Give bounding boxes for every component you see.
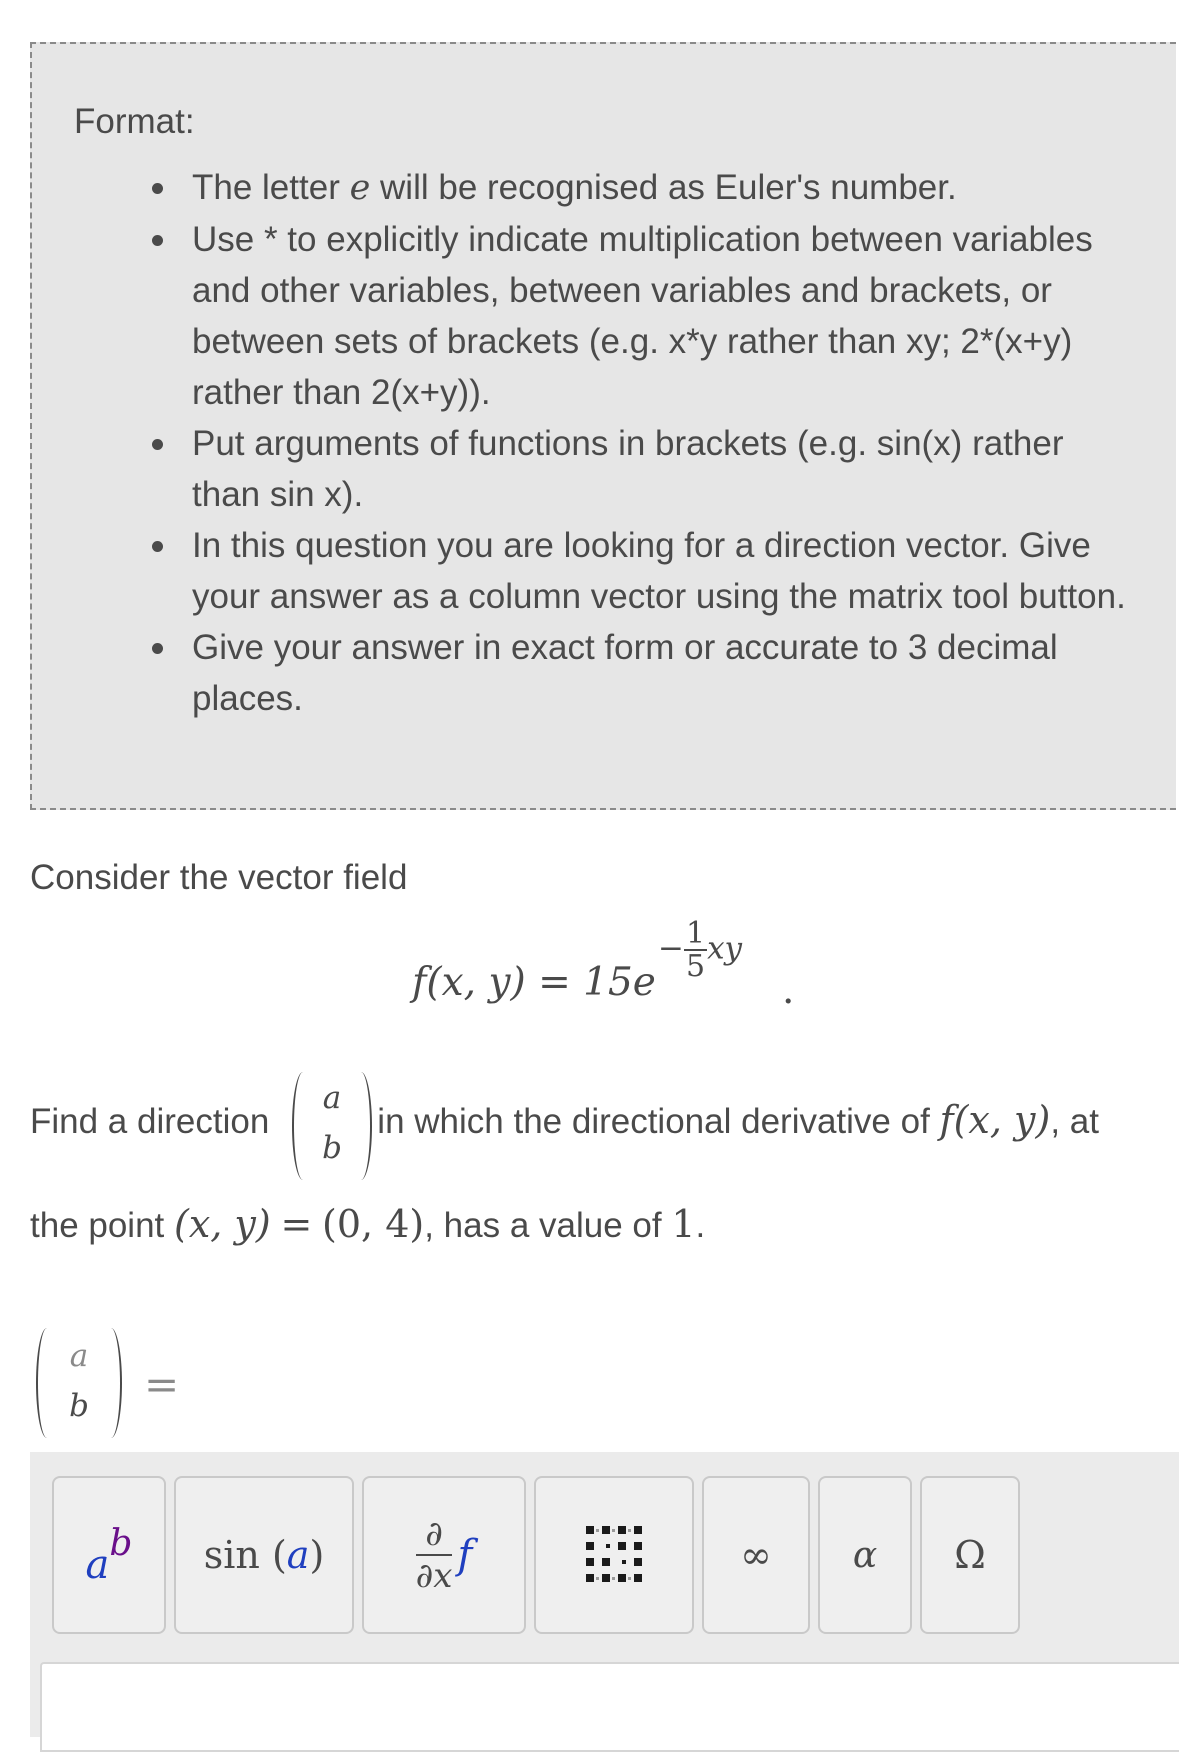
answer-input[interactable] [40,1662,1179,1752]
format-title: Format: [74,102,195,141]
answer-equals: = [144,1360,180,1409]
direction-vector: a b [292,1072,372,1180]
format-item-multiplication: Use * to explicitly indicate multiplication between variables and other variables, between variables and brackets, or between sets of brackets (e.g. x*y rather than xy; 2*(x+y) rather than 2(x+y)). [32,214,1178,418]
omega-icon: Ω [954,1533,986,1577]
format-item-brackets: Put arguments of functions in brackets (e.g. sin(x) rather than sin x). [32,418,1178,520]
formula-exponent: − $\frac{1}{5}$ xy [658,916,743,984]
symbols-button[interactable] [920,1476,1020,1634]
infinity-button[interactable] [702,1476,810,1634]
matrix-button[interactable] [534,1476,694,1634]
infinity-icon: ∞ [740,1533,772,1577]
format-item-direction-vector: In this question you are looking for a direction vector. Give your answer as a column vector using the matrix tool button. [32,520,1178,622]
matrix-icon [584,1524,644,1586]
format-item-precision: Give your answer in exact form or accurate to 3 decimal places. [32,622,1178,724]
format-list [32,162,1178,724]
formula-base: f(x, y) = 15e [412,960,656,1005]
question-point-line: the point (x, y) = (0, 4), has a value of 1. [30,1202,706,1246]
function-button[interactable]: sin ( a ) [174,1476,354,1634]
question-find-line: Find a direction in which the directional derivative of f(x, y), at [30,1098,1099,1142]
question-intro: Consider the vector field [30,858,408,897]
power-button[interactable]: a b [52,1476,166,1634]
format-instructions-box [30,42,1176,810]
format-item-euler: The letter e will be recognised as Euler's number. [32,162,1178,214]
greek-letters-button[interactable] [818,1476,912,1634]
derivative-button[interactable]: $\frac{\partial}{\partial x}$ f [362,1476,526,1634]
alpha-icon: α [852,1534,878,1576]
answer-vector-label: a b [36,1328,122,1438]
